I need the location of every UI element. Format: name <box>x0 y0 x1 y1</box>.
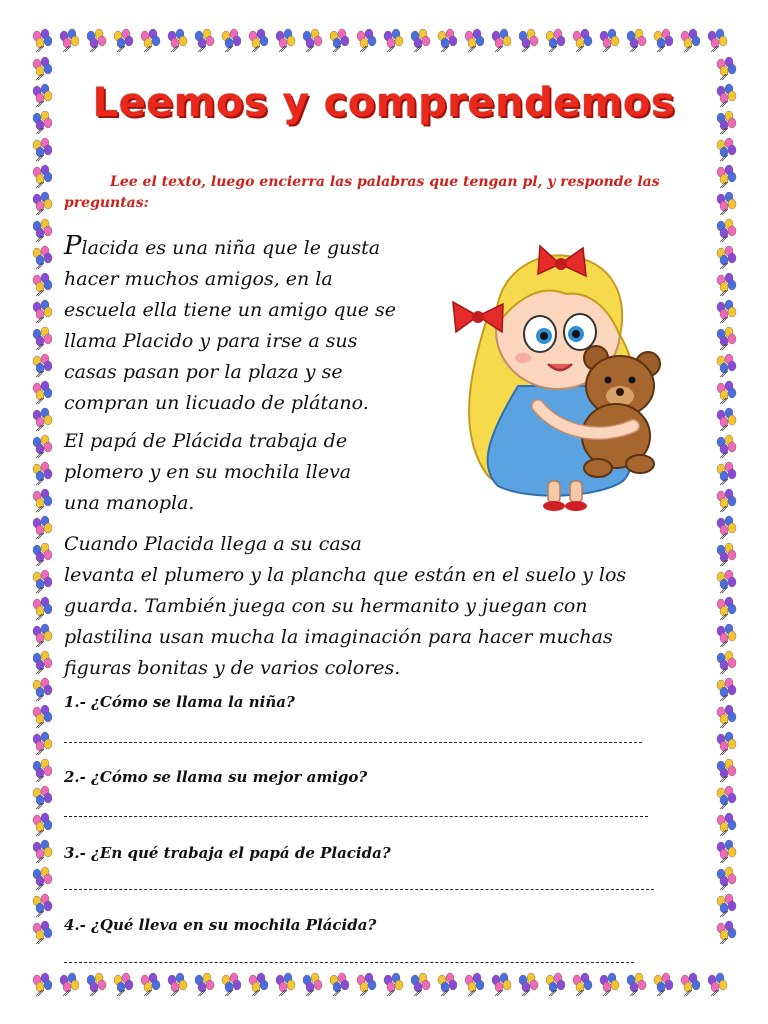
paragraph-1-line: llama Placido y para irse a sus <box>64 330 358 352</box>
balloon-bunch-icon <box>33 705 52 728</box>
balloon-bunch-icon <box>168 973 187 996</box>
balloon-bunch-icon <box>33 597 52 620</box>
balloon-bunch-icon <box>33 192 52 215</box>
balloon-bunch-icon <box>33 624 52 647</box>
balloon-bunch-icon <box>717 570 736 593</box>
balloon-bunch-icon <box>330 29 349 52</box>
balloon-bunch-icon <box>60 29 79 52</box>
balloon-bunch-icon <box>717 705 736 728</box>
balloon-bunch-icon <box>438 29 457 52</box>
balloon-bunch-icon <box>717 894 736 917</box>
balloon-bunch-icon <box>33 489 52 512</box>
balloon-bunch-icon <box>33 921 52 944</box>
balloon-bunch-icon <box>717 381 736 404</box>
balloon-bunch-icon <box>465 973 484 996</box>
balloon-bunch-icon <box>717 327 736 350</box>
balloon-bunch-icon <box>195 973 214 996</box>
balloon-bunch-icon <box>33 543 52 566</box>
balloon-bunch-icon <box>717 300 736 323</box>
balloon-bunch-icon <box>141 29 160 52</box>
balloon-bunch-icon <box>717 921 736 944</box>
balloon-bunch-icon <box>384 973 403 996</box>
balloon-bunch-icon <box>33 651 52 674</box>
paragraph-1-line: escuela ella tiene un amigo que se <box>64 299 397 321</box>
balloon-bunch-icon <box>33 759 52 782</box>
balloon-bunch-icon <box>33 273 52 296</box>
balloon-bunch-icon <box>546 973 565 996</box>
balloon-bunch-icon <box>717 813 736 836</box>
instruction-text: Lee el texto, luego encierra las palabras que tengan pl, y responde las preguntas: <box>64 174 660 211</box>
balloon-bunch-icon <box>681 29 700 52</box>
balloon-bunch-icon <box>33 813 52 836</box>
balloon-bunch-icon <box>717 651 736 674</box>
page-title: Leemos y comprendemos <box>92 80 676 126</box>
balloon-bunch-icon <box>573 29 592 52</box>
paragraph-3-line: figuras bonitas y de varios colores. <box>64 657 401 679</box>
balloon-bunch-icon <box>717 759 736 782</box>
balloon-bunch-icon <box>141 973 160 996</box>
balloon-bunch-icon <box>717 192 736 215</box>
balloon-bunch-icon <box>717 678 736 701</box>
paragraph-1-line: compran un licuado de plátano. <box>64 392 369 414</box>
paragraph-1-line: Placida es una niña que le gusta <box>64 231 381 261</box>
balloon-bunch-icon <box>708 29 727 52</box>
balloon-bunch-icon <box>717 246 736 269</box>
balloon-bunch-icon <box>717 489 736 512</box>
balloon-bunch-icon <box>357 29 376 52</box>
balloon-bunch-icon <box>222 29 241 52</box>
balloon-bunch-icon <box>33 57 52 80</box>
balloon-bunch-icon <box>600 973 619 996</box>
balloon-bunch-icon <box>519 29 538 52</box>
balloon-bunch-icon <box>717 867 736 890</box>
balloon-bunch-icon <box>654 973 673 996</box>
balloon-bunch-icon <box>654 29 673 52</box>
paragraph-1 <box>64 231 404 419</box>
paragraph-2-line: El papá de Plácida trabaja de <box>64 430 348 452</box>
right-balloon-border <box>712 54 740 970</box>
balloon-bunch-icon <box>717 840 736 863</box>
answer-line-3[interactable] <box>64 889 654 890</box>
balloon-bunch-icon <box>87 973 106 996</box>
balloon-bunch-icon <box>681 973 700 996</box>
paragraph-2-line: una manopla. <box>64 492 195 514</box>
answer-line-1[interactable] <box>64 742 642 743</box>
answer-line-4[interactable] <box>64 962 634 963</box>
paragraph-3-line: plastilina usan mucha la imaginación para hacer muchas <box>64 626 613 648</box>
question-1: 1.- ¿Cómo se llama la niña? <box>64 693 295 711</box>
answer-line-2[interactable] <box>64 816 648 817</box>
balloon-bunch-icon <box>249 29 268 52</box>
balloon-bunch-icon <box>717 462 736 485</box>
balloon-bunch-icon <box>717 543 736 566</box>
balloon-bunch-icon <box>438 973 457 996</box>
balloon-bunch-icon <box>708 973 727 996</box>
balloon-bunch-icon <box>717 273 736 296</box>
balloon-bunch-icon <box>60 973 79 996</box>
balloon-bunch-icon <box>222 973 241 996</box>
balloon-bunch-icon <box>717 786 736 809</box>
balloon-bunch-icon <box>33 678 52 701</box>
balloon-bunch-icon <box>33 138 52 161</box>
balloon-bunch-icon <box>303 29 322 52</box>
balloon-bunch-icon <box>717 435 736 458</box>
balloon-bunch-icon <box>114 29 133 52</box>
bottom-balloon-border <box>28 970 740 998</box>
balloon-bunch-icon <box>717 516 736 539</box>
balloon-bunch-icon <box>546 29 565 52</box>
balloon-bunch-icon <box>33 840 52 863</box>
balloon-bunch-icon <box>276 29 295 52</box>
balloon-bunch-icon <box>33 381 52 404</box>
balloon-bunch-icon <box>717 408 736 431</box>
balloon-bunch-icon <box>33 246 52 269</box>
balloon-bunch-icon <box>195 29 214 52</box>
balloon-bunch-icon <box>519 973 538 996</box>
balloon-bunch-icon <box>330 973 349 996</box>
question-3: 3.- ¿En qué trabaja el papá de Placida? <box>64 844 391 862</box>
paragraph-3 <box>64 529 704 684</box>
balloon-bunch-icon <box>357 973 376 996</box>
balloon-bunch-icon <box>33 354 52 377</box>
paragraph-3-line: Cuando Placida llega a su casa <box>64 533 362 555</box>
paragraph-2 <box>64 426 404 519</box>
balloon-bunch-icon <box>33 570 52 593</box>
balloon-bunch-icon <box>717 597 736 620</box>
balloon-bunch-icon <box>492 29 511 52</box>
balloon-bunch-icon <box>600 29 619 52</box>
left-balloon-border <box>28 54 56 970</box>
balloon-bunch-icon <box>492 973 511 996</box>
balloon-bunch-icon <box>717 624 736 647</box>
question-4: 4.- ¿Qué lleva en su mochila Plácida? <box>64 916 377 934</box>
balloon-bunch-icon <box>465 29 484 52</box>
balloon-bunch-icon <box>384 29 403 52</box>
balloon-bunch-icon <box>717 219 736 242</box>
balloon-bunch-icon <box>33 29 52 52</box>
balloon-bunch-icon <box>573 973 592 996</box>
balloon-bunch-icon <box>276 973 295 996</box>
paragraph-2-line: plomero y en su mochila lleva <box>64 461 352 483</box>
balloon-bunch-icon <box>33 165 52 188</box>
balloon-bunch-icon <box>87 29 106 52</box>
balloon-bunch-icon <box>114 973 133 996</box>
balloon-bunch-icon <box>249 973 268 996</box>
balloon-bunch-icon <box>411 973 430 996</box>
balloon-bunch-icon <box>303 973 322 996</box>
balloon-bunch-icon <box>33 435 52 458</box>
balloon-bunch-icon <box>33 894 52 917</box>
top-balloon-border <box>28 26 740 54</box>
paragraph-1-line: casas pasan por la plaza y se <box>64 361 343 383</box>
balloon-bunch-icon <box>33 867 52 890</box>
balloon-bunch-icon <box>33 327 52 350</box>
balloon-bunch-icon <box>33 732 52 755</box>
balloon-bunch-icon <box>717 165 736 188</box>
question-2: 2.- ¿Cómo se llama su mejor amigo? <box>64 768 368 786</box>
balloon-bunch-icon <box>33 973 52 996</box>
balloon-bunch-icon <box>33 786 52 809</box>
balloon-bunch-icon <box>627 973 646 996</box>
balloon-bunch-icon <box>717 732 736 755</box>
balloon-bunch-icon <box>168 29 187 52</box>
paragraph-1-line: hacer muchos amigos, en la <box>64 268 333 290</box>
balloon-bunch-icon <box>717 354 736 377</box>
balloon-bunch-icon <box>33 219 52 242</box>
balloon-bunch-icon <box>33 408 52 431</box>
balloon-bunch-icon <box>627 29 646 52</box>
balloon-bunch-icon <box>33 462 52 485</box>
paragraph-3-line: levanta el plumero y la plancha que están en el suelo y los <box>64 564 627 586</box>
balloon-bunch-icon <box>717 138 736 161</box>
balloon-bunch-icon <box>33 516 52 539</box>
paragraph-3-line: guarda. También juega con su hermanito y juegan con <box>64 595 588 617</box>
balloon-bunch-icon <box>411 29 430 52</box>
balloon-bunch-icon <box>717 57 736 80</box>
girl-with-teddy-bear-icon <box>448 236 678 516</box>
balloon-bunch-icon <box>33 300 52 323</box>
